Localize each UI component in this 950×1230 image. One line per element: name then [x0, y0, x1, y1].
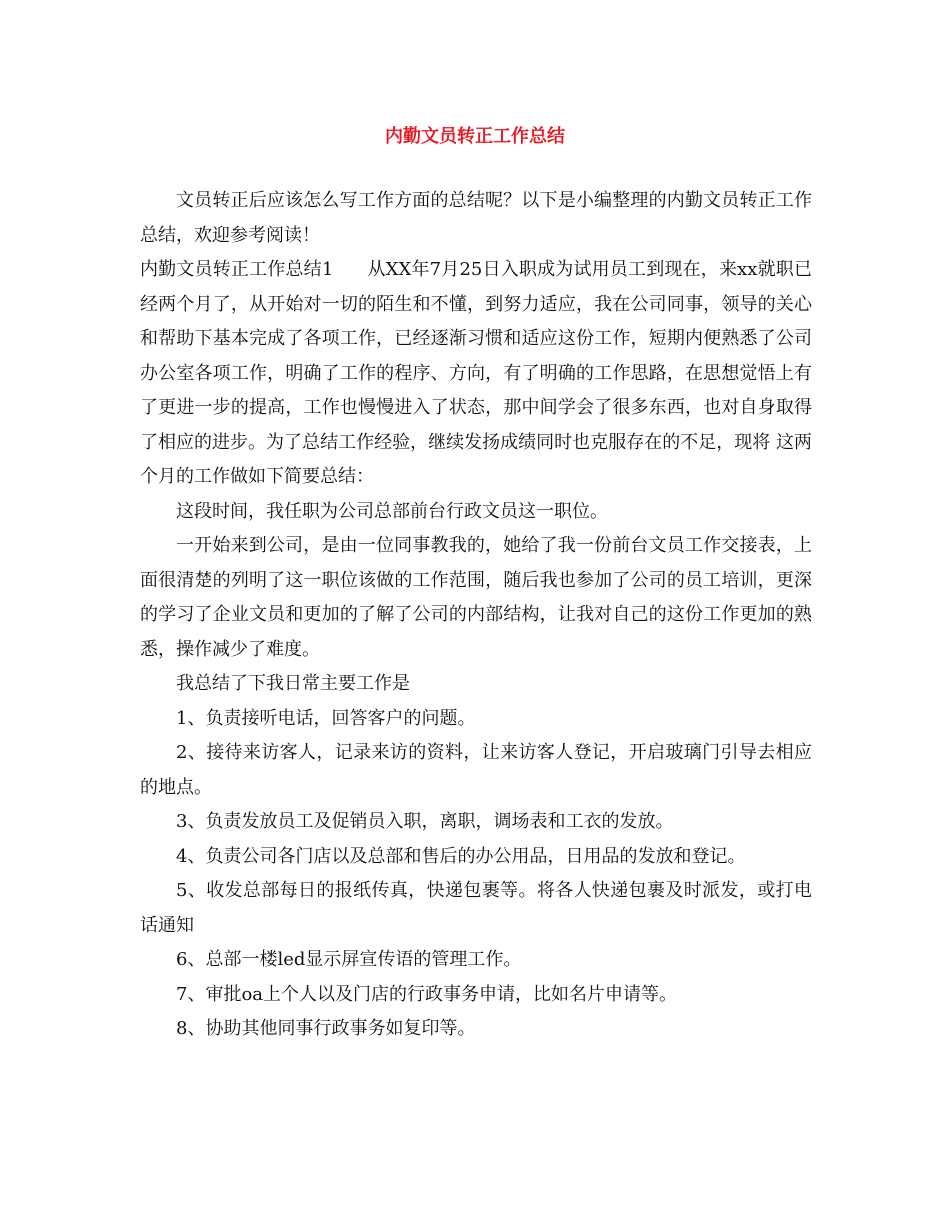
duty-item-3: 3、负责发放员工及促销员入职，离职，调场表和工衣的发放。 [176, 811, 674, 832]
duty-item-2: 2、接待来访客人，记录来访的资料，让来访客人登记，开启玻璃门引导去相应的地点。 [140, 742, 812, 798]
intro-paragraph: 文员转正后应该怎么写工作方面的总结呢？以下是小编整理的内勤文员转正工作总结，欢迎参考阅读！ [140, 190, 812, 246]
document-body [140, 184, 812, 1047]
section-heading: 内勤文员转正工作总结1 [140, 259, 334, 280]
duty-item-5: 5、收发总部每日的报纸传真，快递包裹等。将各人快递包裹及时派发，或打电话通知 [140, 880, 812, 936]
duty-item-6: 6、总部一楼led显示屏宣传语的管理工作。 [176, 949, 522, 970]
paragraph-position: 这段时间，我任职为公司总部前台行政文员这一职位。 [176, 500, 608, 522]
section-body: 从XX年7月25日入职成为试用员工到现在，来xx就职已经两个月了，从开始对一切的陌生和不懂，到努力适应，我在公司同事，领导的关心和帮助下基本完成了各项工作，已经逐渐习惯和适应这份工作，短期内便熟悉了公司办公室各项工作，明确了工作的程序、方向，有了明确的工作思路，在思想觉悟上有了更进一步的提高，工作也慢慢进入了状态，那中间学会了很多东西，也对自身取得了相应的进步。为了总结工作经验，继续发扬成绩同时也克服存在的不足，现将 这两个月的工作做如下简要总结： [140, 259, 812, 487]
duty-item-7: 7、审批oa上个人以及门店的行政事务申请，比如名片申请等。 [176, 983, 678, 1005]
paragraph-duties-intro: 我总结了下我日常主要工作是 [176, 673, 410, 694]
duty-item-1: 1、负责接听电话，回答客户的问题。 [176, 707, 476, 729]
section-paragraph [140, 253, 812, 495]
duty-item-4: 4、负责公司各门店以及总部和售后的办公用品，日用品的发放和登记。 [176, 845, 746, 867]
paragraph-onboarding: 一开始来到公司，是由一位同事教我的，她给了我一份前台文员工作交接表，上面很清楚的列明了这一职位该做的工作范围，随后我也参加了公司的员工培训，更深的学习了企业文员和更加的了解了公司的内部结构，让我对自己的这份工作更加的熟悉，操作减少了难度。 [140, 535, 812, 660]
duty-item-8: 8、协助其他同事行政事务如复印等。 [176, 1018, 476, 1039]
document-title: 内勤文员转正工作总结 [385, 126, 565, 147]
